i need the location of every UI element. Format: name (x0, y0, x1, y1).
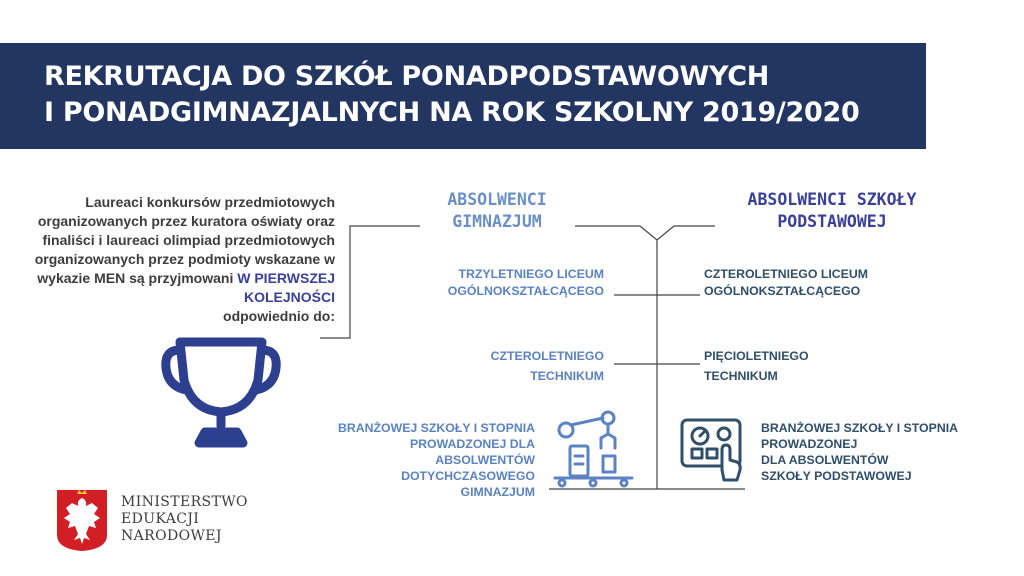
column-header-gimnazjum-line2: GIMNAZJUM (452, 212, 542, 231)
page-title-line1: REKRUTACJA DO SZKÓŁ PONADPODSTAWOWYCH (44, 61, 770, 92)
column-split-line (575, 226, 715, 240)
school-label-line: OGÓLNOKSZTAŁCĄCEGO (704, 284, 861, 298)
school-label-line: TECHNIKUM (530, 369, 604, 383)
column-header-podstawowa-line1: ABSOLWENCI SZKOŁY (747, 190, 917, 209)
school-label-line: GIMNAZJUM (460, 485, 535, 499)
school-label-line: CZTEROLETNIEGO LICEUM (704, 267, 868, 281)
intro-highlight: W PIERWSZEJ KOLEJNOŚCI (237, 270, 335, 305)
school-label-line: CZTEROLETNIEGO (490, 349, 604, 363)
intro-body: Laureaci konkursów przedmiotowych organizowanych przez kuratora oświaty oraz finaliści i laureaci olimpiad przedmiotowych organizowanych przez podmioty wskazane w wykazie MEN są przyjmowani (34, 194, 335, 286)
school-label-line: SZKOŁY PODSTAWOWEJ (761, 469, 912, 483)
column-header-podstawowa-line2: PODSTAWOWEJ (777, 212, 887, 231)
trophy-icon (166, 342, 276, 443)
school-label-line: ABSOLWENTÓW (435, 453, 535, 467)
intro-suffix: odpowiednio do: (223, 308, 335, 324)
eagle-emblem-icon (57, 490, 107, 551)
control-panel-icon (682, 420, 740, 480)
school-label-line: PIĘCIOLETNIEGO (704, 349, 809, 363)
intro-connector (320, 226, 420, 338)
school-label-line: TECHNIKUM (704, 369, 778, 383)
school-label-line: TRZYLETNIEGO LICEUM (458, 267, 604, 281)
school-label-line: PROWADZONEJ (761, 437, 858, 451)
ministry-line2: EDUKACJI (121, 511, 200, 527)
school-label-line: OGÓLNOKSZTAŁCĄCEGO (447, 284, 604, 298)
robot-arm-icon (555, 412, 632, 486)
school-label-line: BRANŻOWEJ SZKOŁY I STOPNIA (338, 421, 535, 435)
school-label-line: PROWADZONEJ DLA (409, 437, 535, 451)
school-label-line: DOTYCHCZASOWEGO (401, 469, 535, 483)
school-label-line: DLA ABSOLWENTÓW (761, 453, 889, 467)
ministry-line1: MINISTERSTWO (121, 494, 248, 510)
column-header-gimnazjum-line1: ABSOLWENCI (447, 190, 547, 209)
school-label-line: BRANŻOWEJ SZKOŁY I STOPNIA (761, 421, 958, 435)
ministry-line3: NARODOWEJ (121, 528, 222, 544)
page-title-line2: I PONADGIMNAZJALNYCH NA ROK SZKOLNY 2019/2020 (44, 97, 860, 128)
